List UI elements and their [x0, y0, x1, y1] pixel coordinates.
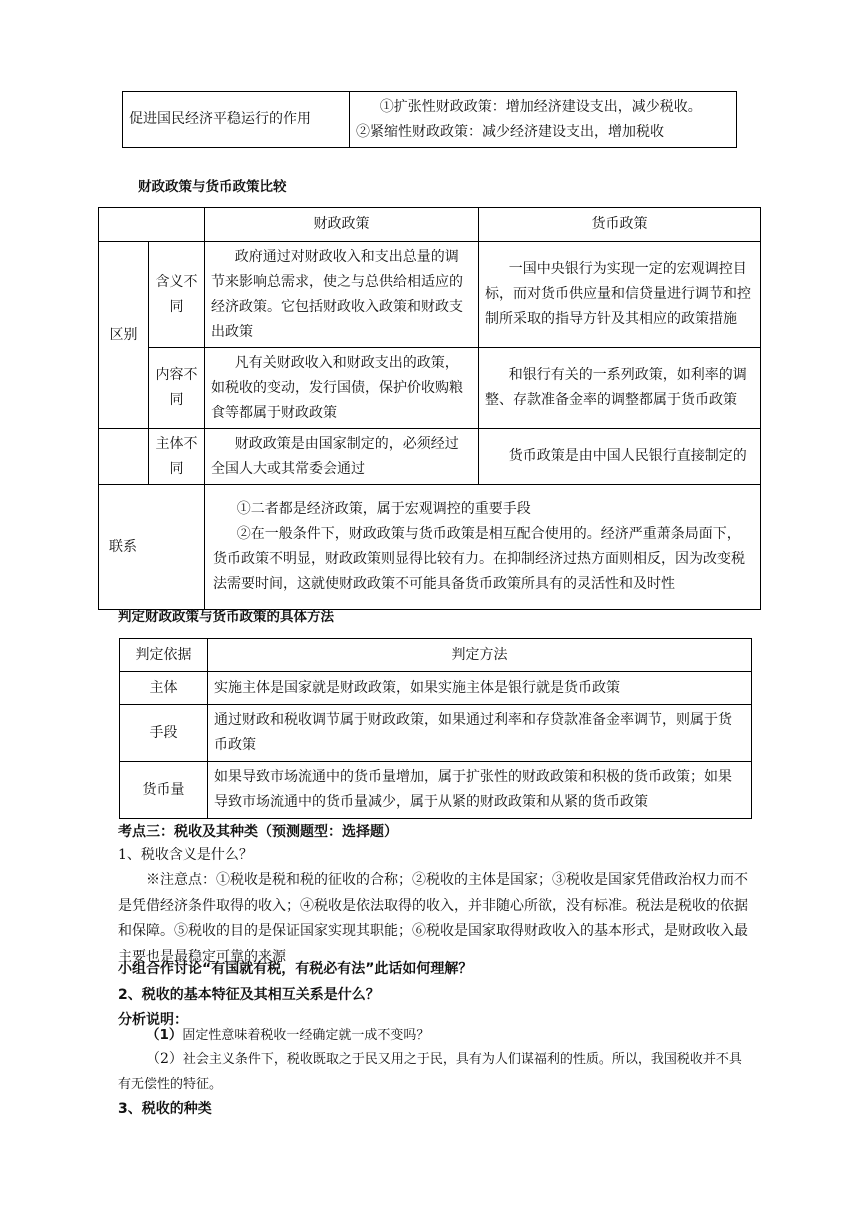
subject-fiscal: 财政政策是由国家制定的，必须经过全国人大或其常委会通过 — [205, 429, 479, 485]
content-fiscal: 凡有关财政收入和财政支出的政策，如税收的变动，发行国债，保护价收购粮食等都属于财政政策 — [205, 348, 479, 429]
effect-line-1: ①扩张性财政政策：增加经济建设支出，减少税收。 — [379, 98, 702, 115]
question-2: 2、税收的基本特征及其相互关系是什么？ — [118, 987, 380, 1003]
method-money: 如果导致市场流通中的货币量增加，属于扩张性的财政政策和积极的货币政策；如果导致市场流通中的货币量减少，属于从紧的财政政策和从紧的货币政策 — [208, 762, 752, 819]
compare-table — [98, 207, 761, 610]
effect-label: 促进国民经济平稳运行的作用 — [123, 92, 350, 148]
col-basis: 判定依据 — [120, 639, 208, 672]
analysis-2 — [118, 1047, 752, 1097]
analysis-label: 分析说明： — [118, 1012, 188, 1028]
kaodian-heading: 考点三：税收及其种类（预测题型：选择题） — [118, 824, 398, 840]
effect-line-2: ②紧缩性财政政策：减少经济建设支出，增加税收 — [356, 123, 664, 140]
col-fiscal: 财政政策 — [205, 208, 479, 242]
group-diff: 区别 — [99, 242, 149, 429]
basis-means: 手段 — [120, 705, 208, 762]
compare-heading: 财政政策与货币政策比较 — [138, 179, 287, 195]
compare-corner-cell — [99, 208, 205, 242]
analysis-1-num: （1） — [146, 1027, 183, 1043]
basis-subject: 主体 — [120, 672, 208, 705]
col-method: 判定方法 — [208, 639, 752, 672]
fiscal-effect-table — [122, 91, 737, 148]
row-label-content: 内容不同 — [149, 348, 205, 429]
link-point-1: ①二者都是经济政策，属于宏观调控的重要手段 — [236, 501, 531, 517]
meaning-fiscal: 政府通过对财政收入和支出总量的调节来影响总需求，使之与总供给相适应的经济政策。它包括财政收入政策和财政支出政策 — [205, 242, 479, 348]
row-label-subject: 主体不同 — [149, 429, 205, 485]
subject-monetary: 货币政策是由中国人民银行直接制定的 — [479, 429, 761, 485]
method-means: 通过财政和税收调节属于财政政策，如果通过利率和存贷款准备金率调节，则属于货币政策 — [208, 705, 752, 762]
subject-blank-cell — [99, 429, 149, 485]
col-monetary: 货币政策 — [479, 208, 761, 242]
row-label-meaning: 含义不同 — [149, 242, 205, 348]
analysis-1 — [118, 1023, 752, 1048]
judge-table — [119, 638, 752, 819]
link-content — [205, 485, 761, 610]
link-point-2: ②在一般条件下，财政政策与货币政策是相互配合使用的。经济严重萧条局面下，货币政策不明显，财政政策则显得比较有力。在抑制经济过热方面则相反，因为改变税法需要时间，这就使财政政策不可能具备货币政策所具有的灵活性和及时性 — [213, 526, 745, 592]
analysis-2-num: （2） — [146, 1051, 183, 1067]
basis-money: 货币量 — [120, 762, 208, 819]
link-label: 联系 — [99, 485, 205, 610]
question-3: 3、税收的种类 — [118, 1101, 212, 1117]
discuss-prompt: 小组合作讨论“有国就有税，有税必有法”此话如何理解？ — [118, 961, 473, 977]
effect-content — [350, 92, 737, 148]
judge-heading: 判定财政政策与货币政策的具体方法 — [118, 609, 334, 625]
note-paragraph: ※注意点：①税收是税和税的征收的合称；②税收的主体是国家；③税收是国家凭借政治权力而不是凭借经济条件取得的收入；④税收是依法取得的收入，并非随心所欲，没有标准。税法是税收的依据和保障。⑤税收的目的是保证国家实现其职能；⑥税收是国家取得财政收入的基本形式，是财政收入最主要也是最稳定可靠的来源 — [118, 872, 748, 965]
question-1: 1、税收含义是什么？ — [118, 847, 253, 863]
content-monetary: 和银行有关的一系列政策，如利率的调整、存款准备金率的调整都属于货币政策 — [479, 348, 761, 429]
meaning-monetary: 一国中央银行为实现一定的宏观调控目标，而对货币供应量和信贷量进行调节和控制所采取的指导方针及其相应的政策措施 — [479, 242, 761, 348]
analysis-2-text: 社会主义条件下，税收既取之于民又用之于民，具有为人们谋福利的性质。所以，我国税收并不具有无偿性的特征。 — [118, 1052, 742, 1092]
method-subject: 实施主体是国家就是财政政策，如果实施主体是银行就是货币政策 — [208, 672, 752, 705]
analysis-1-text: 固定性意味着税收一经确定就一成不变吗？ — [182, 1028, 430, 1043]
